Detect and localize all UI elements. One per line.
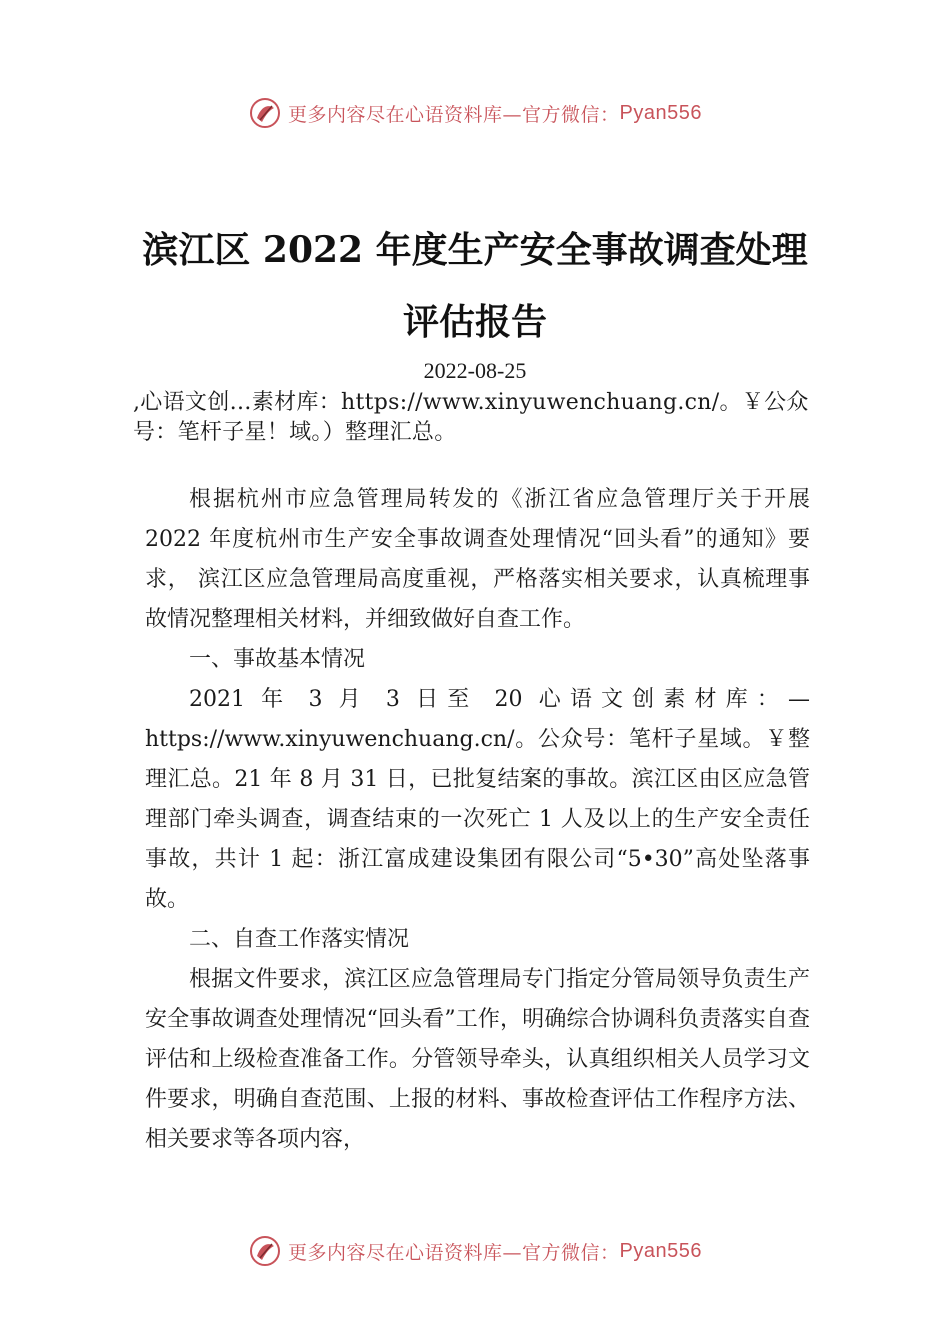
brand-logo-icon bbox=[248, 96, 282, 130]
watermark-footer bbox=[0, 1234, 950, 1268]
section-heading-1: 一、事故基本情况 bbox=[189, 647, 366, 672]
document-body bbox=[145, 480, 810, 1160]
brand-logo-icon bbox=[248, 1234, 282, 1268]
paragraph-intro: 根据杭州市应急管理局转发的《浙江省应急管理厅关于开展 2022 年度杭州市生产安全事故调查处理情况“回头看”的通知》要求， 滨江区应急管理局高度重视，严格落实相关要求，认真梳理事故情况整理相关材料，并细致做好自查工作。 bbox=[145, 487, 810, 632]
section-heading-2: 二、自查工作落实情况 bbox=[189, 927, 410, 952]
document-title: 滨江区 2022 年度生产安全事故调查处理评估报告 bbox=[142, 229, 808, 343]
watermark-text-cn: 更多内容尽在心语资料库—官方微信： bbox=[288, 1241, 620, 1264]
watermark-header bbox=[0, 96, 950, 130]
document-date: 2022-08-25 bbox=[423, 358, 527, 383]
paragraph-self-check: 根据文件要求，滨江区应急管理局专门指定分管局领导负责生产安全事故调查处理情况“回头看”工作，明确综合协调科负责落实自查评估和上级检查准备工作。分管领导牵头，认真组织相关人员学习文件要求，明确自查范围、上报的材料、事故检查评估工作程序方法、相关要求等各项内容， bbox=[145, 967, 810, 1152]
watermark-text-en: Pyan556 bbox=[619, 1239, 702, 1262]
source-note: ,心语文创…素材库：https://www.xinyuwenchuang.cn/。￥公众号：笔杆子星！域。）整理汇总。 bbox=[133, 390, 809, 445]
watermark-text-cn: 更多内容尽在心语资料库—官方微信： bbox=[288, 103, 620, 126]
paragraph-accident-info: 2021 年 3 月 3 日至 20 心语文创素材库：—https://www.xinyuwenchuang.cn/。公众号：笔杆子星域。￥整理汇总。21 年 8 月 31 日，已批复结案的事故。滨江区由区应急管理部门牵头调查，调查结束的一次死亡 1 人及以上的生产安全责任事故，共计 1 起：浙江富成建设集团有限公司“5•30”高处坠落事故。 bbox=[145, 687, 810, 912]
watermark-text-en: Pyan556 bbox=[619, 101, 702, 124]
